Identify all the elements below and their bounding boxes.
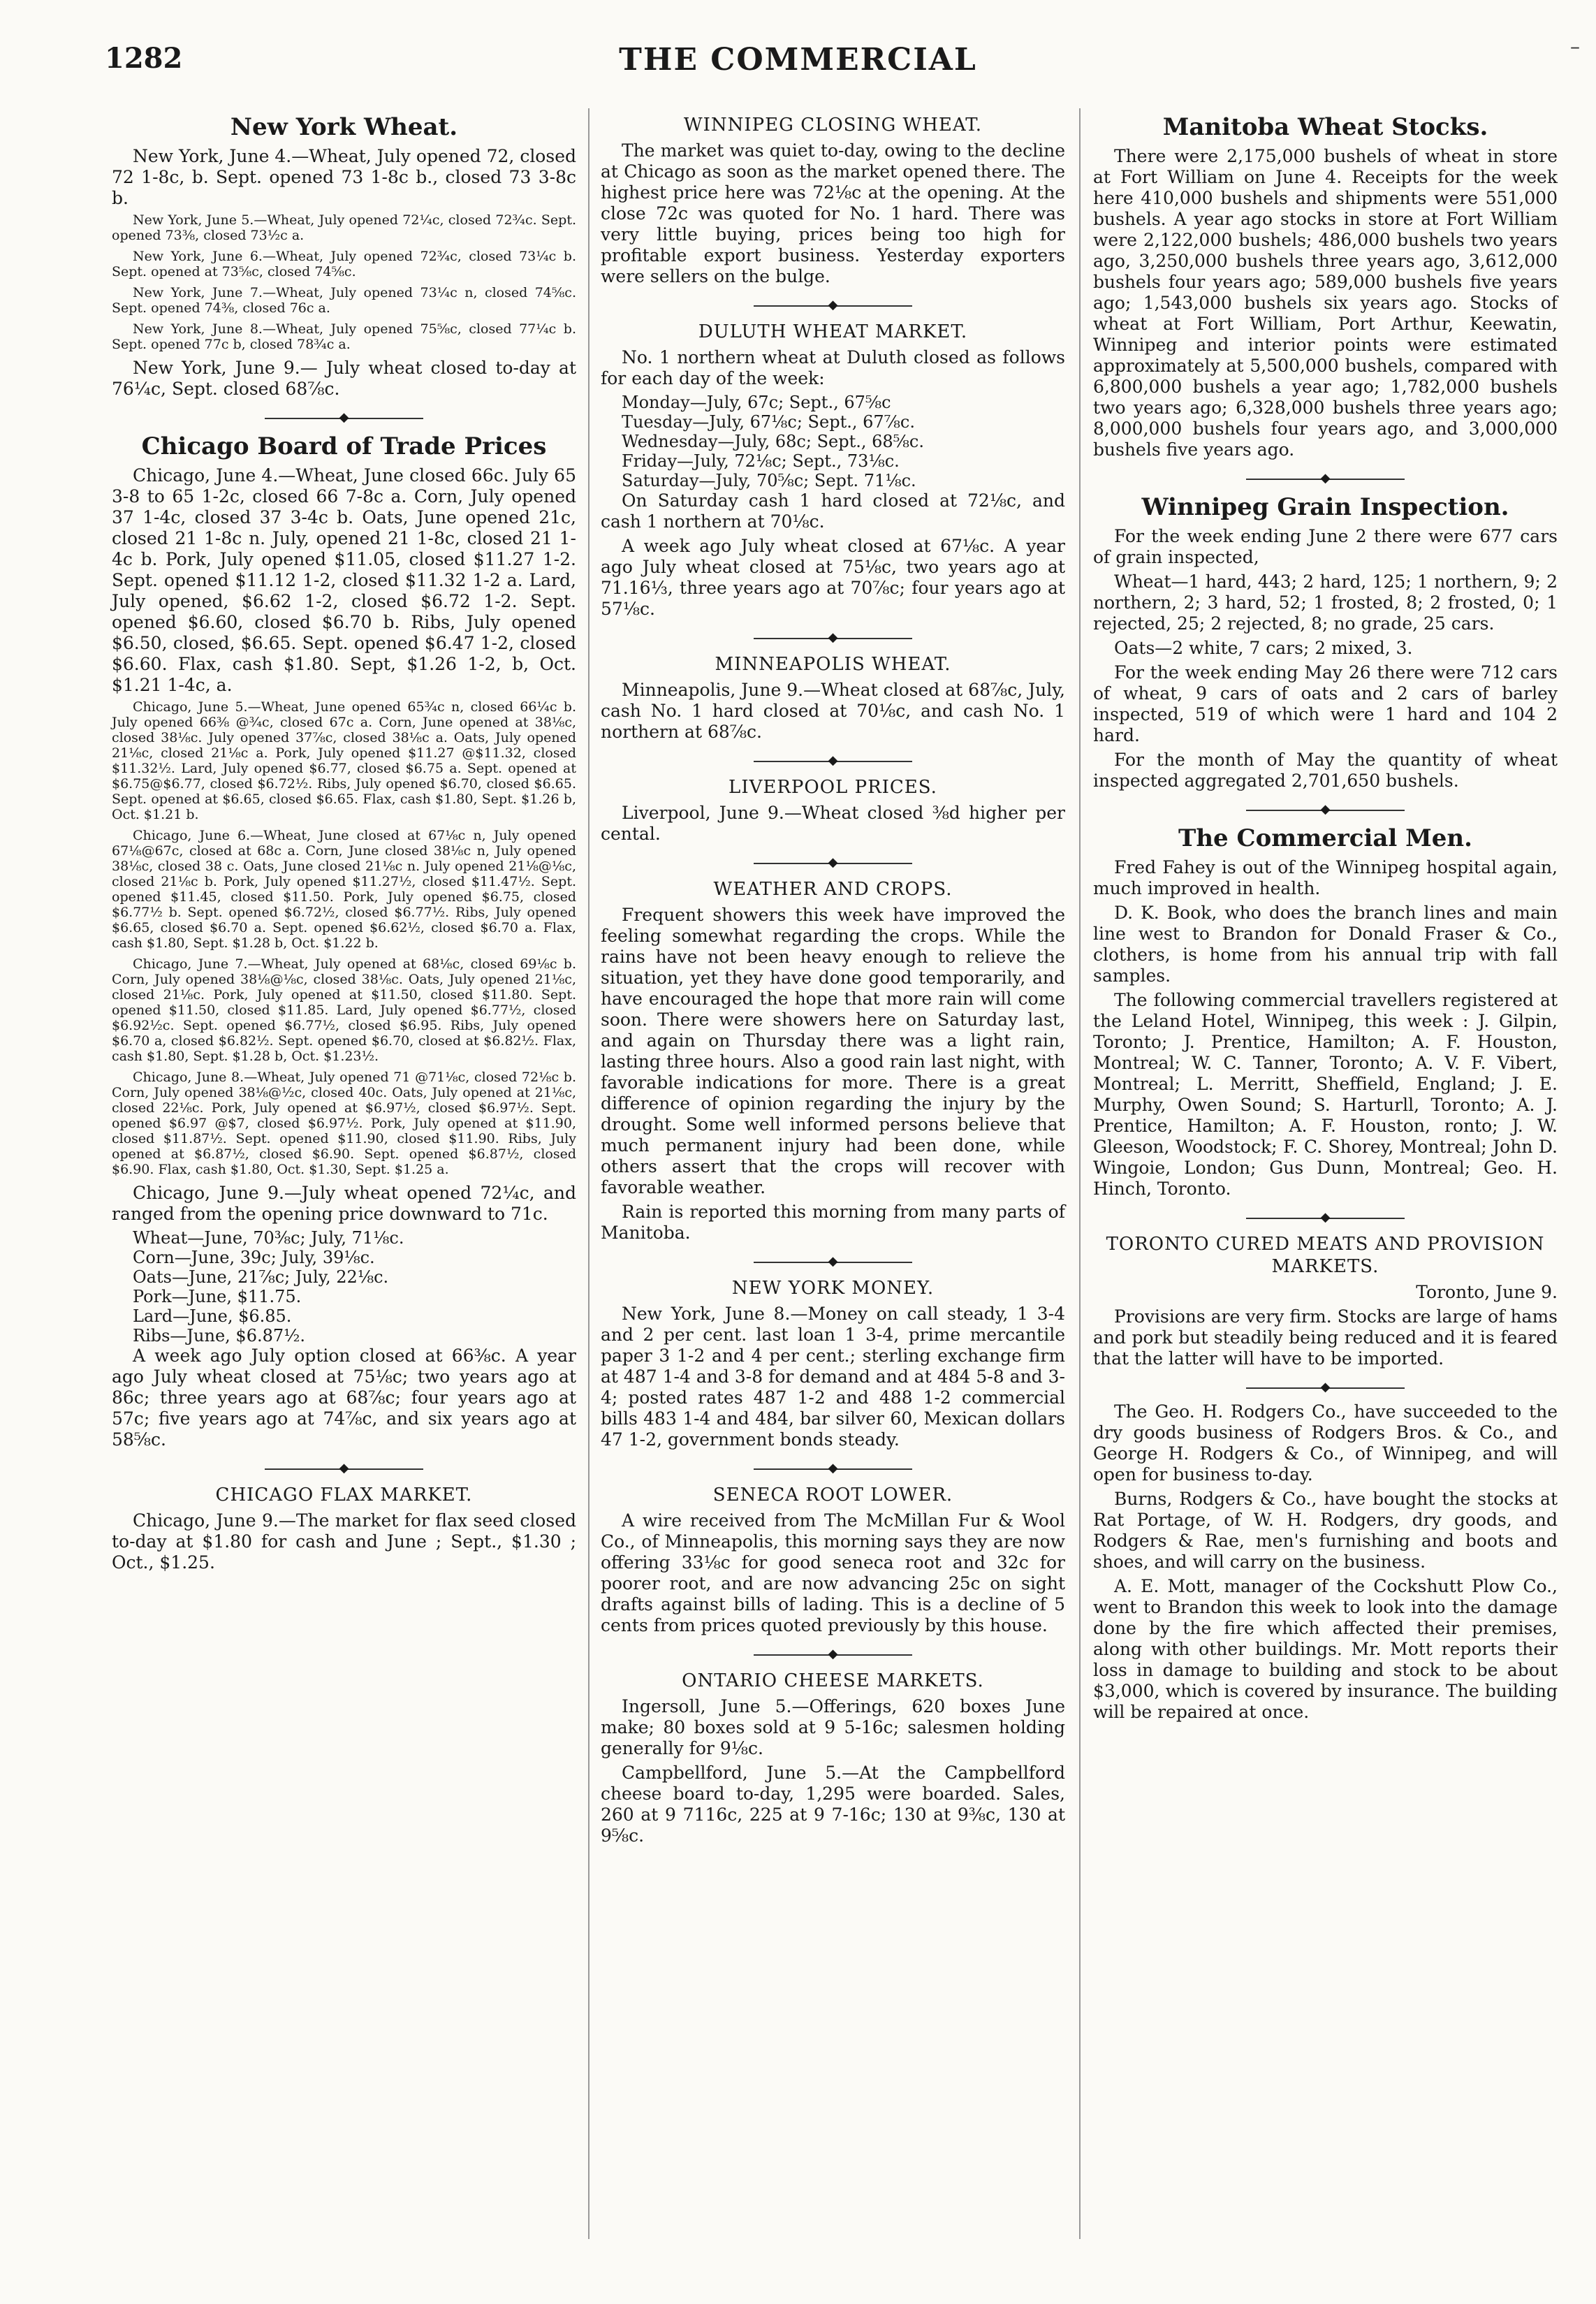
paragraph: Oats—2 white, 7 cars; 2 mixed, 3. — [1114, 638, 1413, 658]
price-line: Lard—June, $6.85. — [133, 1306, 292, 1326]
column-2 — [601, 108, 1065, 1856]
paragraph: Liverpool, June 9.—Wheat closed ⅜d higher per cental. — [601, 803, 1065, 844]
paragraph: New York, June 4.—Wheat, July opened 72, closed 72 1-8c, b. Sept. opened 73 1-8c b., closed 73 3-8c b. — [112, 146, 576, 208]
article-chicago-board — [112, 433, 576, 1450]
paragraph: Minneapolis, June 9.—Wheat closed at 68⅞c, July, cash No. 1 hard closed at 70⅛c, and cash No. 1 northern at 68⅞c. — [601, 680, 1065, 742]
column-rule — [1079, 108, 1081, 2239]
paragraph: A wire received from The McMillan Fur & Wool Co., of Minneapolis, this morning says they are now offering 33⅛c for good seneca root and 32c for poorer root, and are now advancing 25c on sight drafts against bills of lading. This is a decline of 5 cents from prices quoted previously by this house. — [601, 1510, 1065, 1635]
article-title: TORONTO CURED MEATS AND PROVISION MARKETS. — [1106, 1234, 1545, 1277]
paragraph: A week ago July option closed at 66⅜c. A year ago July wheat closed at 75⅛c; two years ago at 86c; three years ago at 68⅞c; four years ago at 57c; five years ago at 74⅞c, and six years ago at 58⅝c. — [112, 1346, 576, 1450]
price-line: Ribs—June, $6.87½. — [133, 1326, 306, 1346]
paragraph: Wheat—1 hard, 443; 2 hard, 125; 1 northern, 9; 2 northern, 2; 3 hard, 52; 1 frosted, 8; 2 frosted, 0; 1 rejected, 25; 2 rejected, 8; no grade, 25 cars. — [1093, 571, 1558, 634]
article-weather — [601, 878, 1065, 1244]
journal-title: THE COMMERCIAL — [619, 42, 977, 78]
article-toronto-provisions — [1093, 1233, 1558, 1369]
article-title: WINNIPEG CLOSING WHEAT. — [683, 115, 983, 136]
paragraph: A. E. Mott, manager of the Cockshutt Plow Co., went to Brandon this week to look into the damage done by the fire which affected their premises, along with other buildings. Mr. Mott reports their loss in damage to building and stock to be about $3,000, which is covered by insurance. The building will be repaired at once. — [1093, 1576, 1558, 1722]
paragraph: Rain is reported this morning from many parts of Manitoba. — [601, 1202, 1065, 1243]
article-minneapolis — [601, 653, 1065, 743]
price-line: Tuesday—July, 67⅛c; Sept., 67⅞c. — [622, 412, 915, 432]
paragraph: A week ago July wheat closed at 67⅛c. A year ago July wheat closed at 75⅛c, two years ago at 71.16⅓, three years ago at 70⅞c; four years ago at 57⅛c. — [601, 536, 1065, 619]
page-number: 1282 — [105, 42, 183, 75]
paragraph: New York, June 8.—Wheat, July opened 75⅝c, closed 77¼c b. Sept. opened 77c b, closed 78¾c a. — [112, 321, 576, 352]
article-winnipeg-closing — [601, 114, 1065, 287]
article-business-notes — [1093, 1401, 1558, 1723]
margin-mark: – — [1570, 35, 1580, 58]
paragraph: The Geo. H. Rodgers Co., have succeeded to the dry goods business of Rodgers Bros. & Co., and George H. Rodgers & Co., of Winnipeg, and will open for business to-day. — [1093, 1401, 1558, 1485]
price-line: Pork—June, $11.75. — [133, 1287, 302, 1306]
paragraph: New York, June 5.—Wheat, July opened 72¼c, closed 72¾c. Sept. opened 73⅜, closed 73½c a. — [112, 212, 576, 243]
section-separator — [112, 409, 576, 428]
article-seneca — [601, 1484, 1065, 1636]
section-separator — [1093, 801, 1558, 819]
paragraph: No. 1 northern wheat at Duluth closed as follows for each day of the week: — [601, 347, 1065, 388]
section-separator — [601, 1253, 1065, 1271]
price-line: Saturday—July, 70⅝c; Sept. 71⅛c. — [622, 471, 916, 490]
article-duluth — [601, 321, 1065, 620]
paragraph: Fred Fahey is out of the Winnipeg hospital again, much improved in health. — [1093, 857, 1558, 898]
paragraph: Chicago, June 7.—Wheat, July opened at 68⅛c, closed 69⅛c b. Corn, July opened 38⅛@⅛c, closed 38⅛c. Oats, July opened 21⅛c, closed 21⅛c. Pork, July opened at $11.50, closed $11.80. Sept. opened $11.50, closed $11.85. Lard, July opened $6.77½, closed $6.92½c. Sept. opened $6.77½, closed $6.95. Ribs, July opened $6.70 a, closed $6.82½. Sept. opened $6.70, closed at $6.82½. Flax, cash $1.80, Sept. $1.28 b, Oct. $1.23½. — [112, 956, 576, 1064]
paragraph: For the month of May the quantity of wheat inspected aggregated 2,701,650 bushels. — [1093, 750, 1558, 791]
section-separator — [1093, 470, 1558, 488]
paragraph: For the week ending May 26 there were 712 cars of wheat, 9 cars of oats and 2 cars of barley inspected, 519 of which were 1 hard and 104 2 hard. — [1093, 662, 1558, 745]
paragraph: Provisions are very firm. Stocks are large of hams and pork but steadily being reduced and it is feared that the latter will have to be imported. — [1093, 1306, 1558, 1369]
article-title: The Commercial Men. — [1178, 824, 1472, 852]
paragraph: Chicago, June 4.—Wheat, June closed 66c. July 65 3-8 to 65 1-2c, closed 66 7-8c a. Corn, July opened 37 1-4c, closed 37 3-4c b. Oats, June opened 21c, closed 21 1-8c n. July, opened 21 1-8c, closed 21 1-4c b. Pork, July opened $11.05, closed $11.27 1-2. Sept. opened $11.12 1-2, closed $11.32 1-2 a. Lard, July opened, $6.62 1-2, closed $6.72 1-2. Sept. opened $6.60, closed $6.70 b. Ribs, July opened $6.50, closed, $6.65. Sept. opened $6.47 1-2, closed $6.60. Flax, cash $1.80. Sept, $1.26 1-2, b, Oct. $1.21 1-4c, a. — [112, 465, 576, 695]
article-ny-wheat — [112, 114, 576, 400]
column-1 — [112, 108, 576, 1583]
price-line: Corn—June, 39c; July, 39⅛c. — [133, 1248, 375, 1267]
article-chicago-flax — [112, 1484, 576, 1573]
price-line: Oats—June, 21⅞c; July, 22⅛c. — [133, 1267, 389, 1287]
section-separator — [601, 629, 1065, 648]
section-separator — [1093, 1379, 1558, 1397]
paragraph: Chicago, June 5.—Wheat, June opened 65¾c n, closed 66¼c b. July opened 66⅜ @¾c, closed 67c a. Corn, June opened at 38⅛c, closed 38⅛c. July opened 37⅞c, closed 38⅛c a. Oats, July opened 21⅛c, closed 21⅛c a. Pork, July opened $11.27 @$11.32, closed $11.32½. Lard, July opened $6.77, closed $6.75 a. Sept. opened at $6.75@$6.77, closed $6.72½. Ribs, July opened $6.70, closed $6.65. Sept. opened at $6.65, closed $6.65. Flax, cash $1.80, Sept. $1.26 b, Oct. $1.21 b. — [112, 699, 576, 822]
price-line: Wednesday—July, 68c; Sept., 68⅝c. — [622, 432, 924, 451]
article-title: New York Wheat. — [230, 113, 458, 141]
page-header — [0, 42, 1596, 91]
article-title: CHICAGO FLAX MARKET. — [215, 1485, 473, 1505]
article-title: WEATHER AND CROPS. — [713, 879, 953, 900]
paragraph: Ingersoll, June 5.—Offerings, 620 boxes June make; 80 boxes sold at 9 5-16c; salesmen holding generally for 9⅛c. — [601, 1696, 1065, 1758]
article-title: ONTARIO CHEESE MARKETS. — [682, 1670, 984, 1691]
section-separator — [1093, 1209, 1558, 1227]
paragraph: Campbellford, June 5.—At the Campbellford cheese board to-day, 1,295 were boarded. Sales, 260 at 9 7116c, 225 at 9 7-16c; 130 at 9⅜c, 130 at 9⅝c. — [601, 1763, 1065, 1846]
paragraph: Chicago, June 8.—Wheat, July opened 71 @71⅛c, closed 72⅛c b. Corn, July opened 38⅛@½c, closed 40c. Oats, July opened at 21⅛c, closed 22⅛c. Pork, July opened at $6.97½, closed $6.97½. Sept. opened $6.97 @$7, closed $6.97½. Pork, July opened at $11.90, closed $11.87½. Sept. opened $11.90, closed $11.90. Ribs, July opened at $6.87½, closed $6.90. Sept. opened $6.87½, closed $6.90. Flax, cash $1.80, Oct. $1.30, Sept. $1.25 a. — [112, 1070, 576, 1177]
price-line: Friday—July, 72⅛c; Sept., 73⅛c. — [622, 451, 900, 471]
price-line: Wheat—June, 70⅜c; July, 71⅛c. — [133, 1228, 404, 1248]
paragraph: New York, June 8.—Money on call steady, 1 3-4 and 2 per cent. last loan 1 3-4, prime mercantile paper 3 1-2 and 4 per cent.; sterling exchange firm at 487 1-4 and 3-8 for demand and at 484 5-8 and 3-4; posted rates 487 1-2 and 488 1-2 commercial bills 483 1-4 and 484, bar silver 60, Mexican dollars 47 1-2, government bonds steady. — [601, 1304, 1065, 1450]
paragraph: There were 2,175,000 bushels of wheat in store at Fort William on June 4. Receipts for the week here 410,000 bushels and shipments were 551,000 bushels. A year ago stocks in store at Fort William were 2,122,000 bushels; 486,000 bushels two years ago, 3,250,000 bushels three years ago, 3,612,000 bushels four years ago; 589,000 bushels five years ago; 1,543,000 bushels six years ago. Stocks of wheat at Fort William, Port Arthur, Keewatin, Winnipeg and interior points were estimated approximately at 5,500,000 bushels, compared with 6,800,000 bushels a year ago; 1,782,000 bushels two years ago; 6,328,000 bushels three years ago; 8,000,000 bushels four years ago, and 3,000,000 bushels five years ago. — [1093, 146, 1558, 460]
column-3 — [1093, 108, 1558, 1733]
paragraph: On Saturday cash 1 hard closed at 72⅛c, and cash 1 northern at 70⅛c. — [601, 490, 1065, 532]
article-title: SENECA ROOT LOWER. — [712, 1485, 953, 1505]
price-line: Monday—July, 67c; Sept., 67⅝c — [622, 393, 891, 412]
article-liverpool — [601, 776, 1065, 845]
article-title: NEW YORK MONEY. — [731, 1278, 935, 1299]
section-separator — [601, 1460, 1065, 1478]
article-title: Manitoba Wheat Stocks. — [1162, 113, 1488, 141]
article-manitoba-stocks — [1093, 114, 1558, 460]
paragraph: For the week ending June 2 there were 677 cars of grain inspected, — [1093, 526, 1558, 567]
paragraph: Chicago, June 6.—Wheat, June closed at 67⅛c n, July opened 67⅛@67c, closed at 68c a. Corn, June closed 38⅛c n, July opened 38⅛c, closed 38 c. Oats, June closed 21⅛c n. July opened 21⅛@⅛c, closed 21⅛c b. Pork, July opened $11.27½, closed $11.47½. Sept. opened $11.45, closed $11.50. Pork, July opened $6.75, closed $6.77½ b. Sept. opened $6.72½, closed $6.77½. Ribs, July opened $6.65, closed $6.70 a. Sept. opened $6.62½, closed $6.70 a. Flax, cash $1.80, Sept. $1.28 b, Oct. $1.22 b. — [112, 828, 576, 951]
section-separator — [601, 297, 1065, 315]
article-title: DULUTH WHEAT MARKET. — [698, 321, 968, 342]
column-rule — [588, 108, 590, 2239]
section-separator — [112, 1460, 576, 1478]
paragraph: New York, June 6.—Wheat, July opened 72¾c, closed 73¼c b. Sept. opened at 73⅝c, closed 74⅝c. — [112, 249, 576, 279]
dateline: Toronto, June 9. — [1416, 1282, 1558, 1302]
paragraph: Frequent showers this week have improved the feeling somewhat regarding the crops. While the rains have not been heavy enough to relieve the situation, yet they have done good temporarily, and have encouraged the hope that more rain will come soon. There were showers here on Saturday last, and again on Thursday there was a light rain, lasting three hours. Also a good rain last night, with favorable indications for more. There is a great difference of opinion regarding the injury by the drought. Some well informed persons believe that much permanent injury had been done, while others assert that the crops will recover with favorable weather. — [601, 905, 1065, 1197]
article-title: LIVERPOOL PRICES. — [729, 777, 937, 798]
section-separator — [601, 1646, 1065, 1664]
article-title: MINNEAPOLIS WHEAT. — [715, 654, 951, 675]
paragraph: The market was quiet to-day, owing to the decline at Chicago as soon as the market opened there. The highest price here was 72⅛c at the opening. At the close 72c was quoted for No. 1 hard. There was very little buying, prices being too high for profitable export business. Yesterday exporters were sellers on the bulge. — [601, 140, 1065, 286]
paragraph: The following commercial travellers registered at the Leland Hotel, Winnipeg, this week : J. Gilpin, Toronto; J. Prentice, Hamilton; A. F. Houston, Montreal; W. C. Tanner, Toronto; A. V. F. Vibert, Montreal; L. Merritt, Sheffield, England; J. E. Murphy, Owen Sound; S. Harturll, Toronto; A. J. Prentice, Hamilton; A. F. Houston, ronto; J. W. Gleeson, Woodstock; F. C. Shorey, Montreal; John D. Wingoie, London; Gus Dunn, Montreal; Geo. H. Hinch, Toronto. — [1093, 990, 1558, 1199]
paragraph: Chicago, June 9.—July wheat opened 72¼c, and ranged from the opening price downward to 71c. — [112, 1183, 576, 1224]
paragraph: Burns, Rodgers & Co., have bought the stocks at Rat Portage, of W. H. Rodgers, dry goods, and Rodgers & Rae, men's furnishing and boots and shoes, and will carry on the business. — [1093, 1489, 1558, 1572]
article-ny-money — [601, 1277, 1065, 1450]
section-separator — [601, 752, 1065, 771]
article-cheese — [601, 1670, 1065, 1846]
paragraph: New York, June 9.— July wheat closed to-day at 76¼c, Sept. closed 68⅞c. — [112, 358, 576, 399]
article-commercial-men — [1093, 825, 1558, 1200]
article-title: Chicago Board of Trade Prices — [141, 432, 547, 460]
section-separator — [601, 854, 1065, 873]
paragraph: Chicago, June 9.—The market for flax seed closed to-day at $1.80 for cash and June ; Sept., $1.30 ; Oct., $1.25. — [112, 1510, 576, 1573]
paragraph: D. K. Book, who does the branch lines and main line west to Brandon for Donald Fraser & Co., clothers, is home from his annual trip with fall samples. — [1093, 903, 1558, 986]
paragraph: New York, June 7.—Wheat, July opened 73¼c n, closed 74⅝c. Sept. opened 74⅜, closed 76c a. — [112, 285, 576, 316]
article-title: Winnipeg Grain Inspection. — [1141, 493, 1509, 521]
article-grain-inspection — [1093, 494, 1558, 792]
